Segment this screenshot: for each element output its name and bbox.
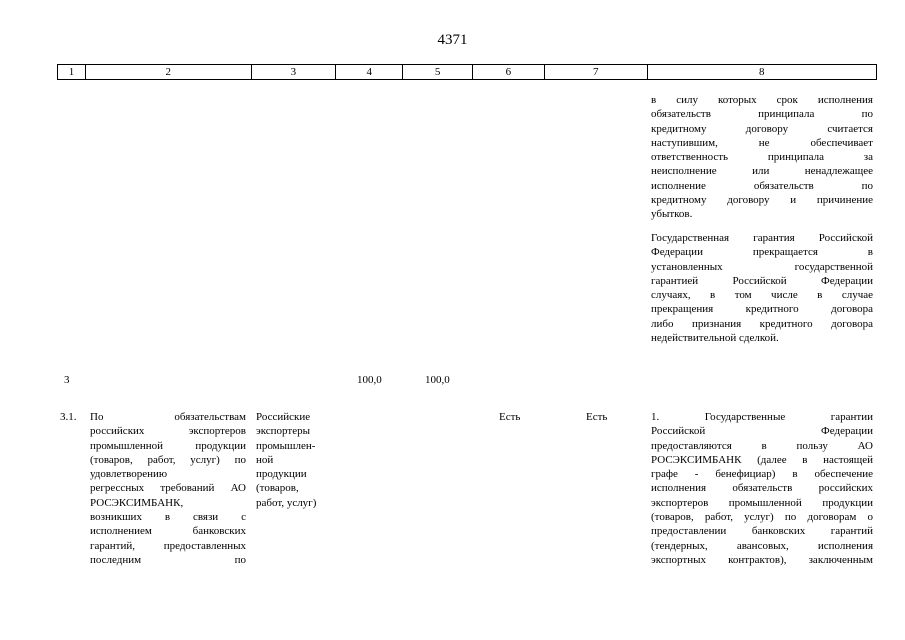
text-line: последним по: [90, 553, 246, 566]
text-line: По обязательствам: [90, 411, 246, 423]
text-line: работ, услуг): [256, 496, 317, 509]
row3-col4-value: 100,0: [357, 374, 382, 386]
text-line: прекращения кредитного договора: [651, 303, 873, 316]
column-number-4: 4: [336, 65, 403, 79]
text-line: (товаров, работ, услуг) по: [90, 453, 246, 466]
text-line: 1. Государственные гарантии: [651, 411, 873, 423]
text-line: промышленной продукции: [90, 439, 246, 452]
row3-number: 3: [64, 374, 70, 386]
text-line: российских экспортеров: [90, 425, 246, 438]
text-line: Российские: [256, 411, 311, 423]
column-number-8: 8: [759, 66, 765, 78]
column-number-3: 3: [252, 65, 337, 79]
text-line: возникших в связи с: [90, 511, 246, 524]
text-line: исполнение обязательств по: [651, 179, 873, 192]
text-line: гарантией Российской Федерации: [651, 274, 873, 287]
row31-number: 3.1.: [60, 411, 77, 423]
text-line: исполнением банковских: [90, 525, 246, 538]
text-line: Государственная гарантия Российской: [651, 232, 873, 244]
text-line: (товаров, работ, услуг) по договорам о: [651, 511, 873, 524]
column-number-5: 5: [403, 65, 473, 79]
text-line: ответственность принципала за: [651, 151, 873, 164]
row31-col7-value: Есть: [586, 411, 608, 423]
text-line: обязательств принципала по: [651, 108, 873, 121]
text-line: установленных государственной: [651, 260, 873, 273]
column-number-7: 7: [545, 65, 648, 79]
text-line: РОСЭКСИМБАНК (далее в настоящей: [651, 453, 873, 466]
table-header-row: [57, 64, 877, 80]
text-line: предоставлении банковских гарантий: [651, 525, 873, 538]
text-line: случаях, в том числе в случае: [651, 289, 873, 302]
row31-col3-text: [256, 410, 334, 510]
col8-guarantee-termination-paragraph: [651, 231, 873, 345]
text-line: убытков.: [651, 208, 693, 221]
text-line: экспортеры: [256, 425, 310, 438]
page-number: 4371: [437, 32, 468, 48]
text-line: продукции: [256, 468, 307, 481]
column-number-6: 6: [473, 65, 545, 79]
text-line: Федерации прекращается в: [651, 246, 873, 259]
text-line: удовлетворению: [90, 468, 168, 481]
text-line: кредитному договору и причинение: [651, 194, 873, 207]
text-line: графе - бенефициар) в обеспечение: [651, 468, 873, 481]
column-number-1: 1: [58, 65, 86, 79]
text-line: регрессных требований АО: [90, 482, 246, 495]
text-line: неисполнение или ненадлежащее: [651, 165, 873, 178]
text-line: Российской Федерации: [651, 425, 873, 438]
col8-continuation-paragraph: [651, 93, 873, 222]
text-line: либо признания кредитного договора: [651, 317, 873, 330]
text-line: недействительной сделкой.: [651, 332, 779, 345]
text-line: РОСЭКСИМБАНК,: [90, 496, 184, 509]
row31-col2-text: [90, 410, 246, 567]
text-line: гарантий, предоставленных: [90, 539, 246, 552]
row31-col6-value: Есть: [499, 411, 521, 423]
text-line: исполнения обязательств российских: [651, 482, 873, 495]
text-line: кредитному договору считается: [651, 122, 873, 135]
column-number-2: 2: [86, 65, 252, 79]
text-line: (тендерных, авансовых, исполнения: [651, 539, 873, 552]
text-line: экспортных контрактов), заключенным: [651, 553, 873, 566]
text-line: предоставляются в пользу АО: [651, 439, 873, 452]
text-line: в силу которых срок исполнения: [651, 94, 873, 106]
text-line: (товаров,: [256, 482, 299, 495]
row31-col8-text: [651, 410, 873, 567]
text-line: ной: [256, 453, 274, 466]
text-line: экспортеров промышленной продукции: [651, 496, 873, 509]
text-line: наступившим, не обеспечивает: [651, 136, 873, 149]
row3-col5-value: 100,0: [425, 374, 450, 386]
text-line: промышлен-: [256, 439, 316, 452]
